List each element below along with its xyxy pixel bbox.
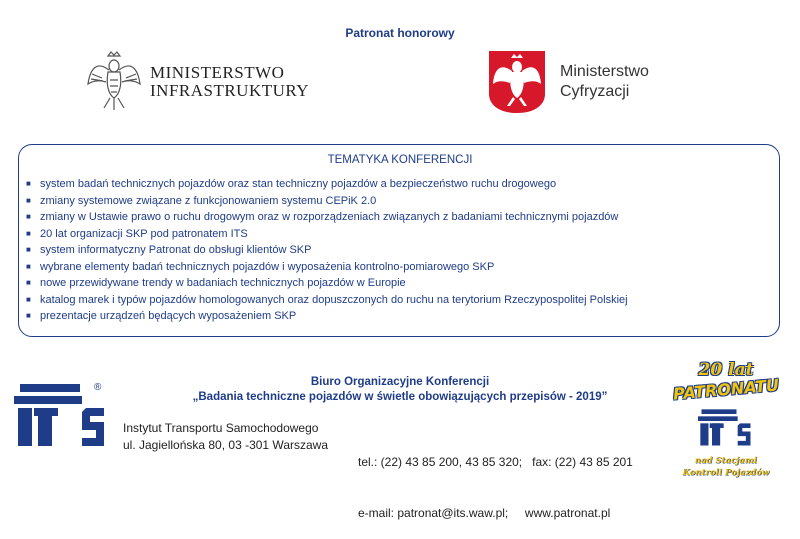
anniversary-subline2: Kontroli Pojazdów xyxy=(682,468,770,478)
eagle-shield-icon xyxy=(488,50,546,114)
institute-address: ul. Jagiellońska 80, 03 -301 Warszawa xyxy=(123,438,328,452)
anniversary-patronatu: PATRONATU xyxy=(672,375,780,404)
bullet-icon: ■ xyxy=(26,228,31,238)
bullet-icon: ■ xyxy=(26,179,31,188)
bullet-icon: ■ xyxy=(26,311,31,320)
ministry-digital-line2: Cyfryzacji xyxy=(560,83,630,100)
topics-title: TEMATYKA KONFERENCJI xyxy=(327,154,473,166)
list-item: ■ zmiany systemowe związane z funkcjonowaniem systemu CEPiK 2.0 xyxy=(26,194,377,207)
ministry-infrastructure-line1: MINISTERSTWO xyxy=(150,63,285,82)
contact-block xyxy=(358,420,633,539)
patronat-heading: Patronat honorowy xyxy=(345,26,455,40)
list-item: ■ 20 lat organizacji SKP pod patronatem ITS xyxy=(26,227,248,240)
eagle-emblem-icon xyxy=(86,50,142,112)
list-item: ■ wybrane elementy badań technicznych pojazdów i wyposażenia kontrolno-pomiarowego SKP xyxy=(26,260,495,273)
conference-subtitle: „Badania techniczne pojazdów w świetle obowiązujących przepisów - 2019” xyxy=(192,391,608,403)
organizing-office-title: Biuro Organizacyjne Konferencji xyxy=(310,376,490,388)
list-item: ■ zmiany w Ustawie prawo o ruchu drogowym oraz w rozporządzeniach związanych z badaniami technicznymi pojazdów xyxy=(26,211,619,223)
ministry-digital-line1: Ministerstwo xyxy=(560,63,649,80)
ministry-digital-logo xyxy=(560,62,649,102)
topics-list xyxy=(26,176,628,325)
bullet-icon: ■ xyxy=(26,245,31,254)
bullet-icon: ■ xyxy=(26,212,31,221)
registered-mark: ® xyxy=(94,382,102,393)
anniversary-badge xyxy=(664,360,788,500)
list-item: ■ system informatyczny Patronat do obsługi klientów SKP xyxy=(26,244,312,256)
list-item: ■ katalog marek i typów pojazdów homologowanych oraz dopuszczonych do ruchu na terytorium Rzeczypospolitej Polskiej xyxy=(26,293,628,306)
email-web-line: e-mail: patronat@its.waw.pl; www.patronat.pl xyxy=(358,506,611,520)
list-item: ■ nowe przewidywane trendy w badaniach technicznych pojazdów w Europie xyxy=(26,277,406,289)
institute-block xyxy=(123,420,328,454)
bullet-icon: ■ xyxy=(26,294,31,304)
anniversary-subline1: nad Stacjami xyxy=(694,456,758,466)
list-item: ■ prezentacje urządzeń będących wyposażeniem SKP xyxy=(26,310,297,322)
anniversary-years: 20 lat xyxy=(698,360,754,380)
bullet-icon: ■ xyxy=(26,195,31,205)
ministry-infrastructure-logo xyxy=(150,64,309,100)
its-badge-icon xyxy=(698,406,754,450)
institute-name: Instytut Transportu Samochodowego xyxy=(123,421,319,435)
ministry-infrastructure-line2: INFRASTRUKTURY xyxy=(150,81,310,100)
bullet-icon: ■ xyxy=(26,278,31,287)
bullet-icon: ■ xyxy=(26,261,31,271)
phone-fax-line: tel.: (22) 43 85 200, 43 85 320; fax: (22) 43 85 201 xyxy=(358,455,633,469)
list-item: ■ system badań technicznych pojazdów oraz stan techniczny pojazdów a bezpieczeństwo ruchu drogowego xyxy=(26,178,557,190)
